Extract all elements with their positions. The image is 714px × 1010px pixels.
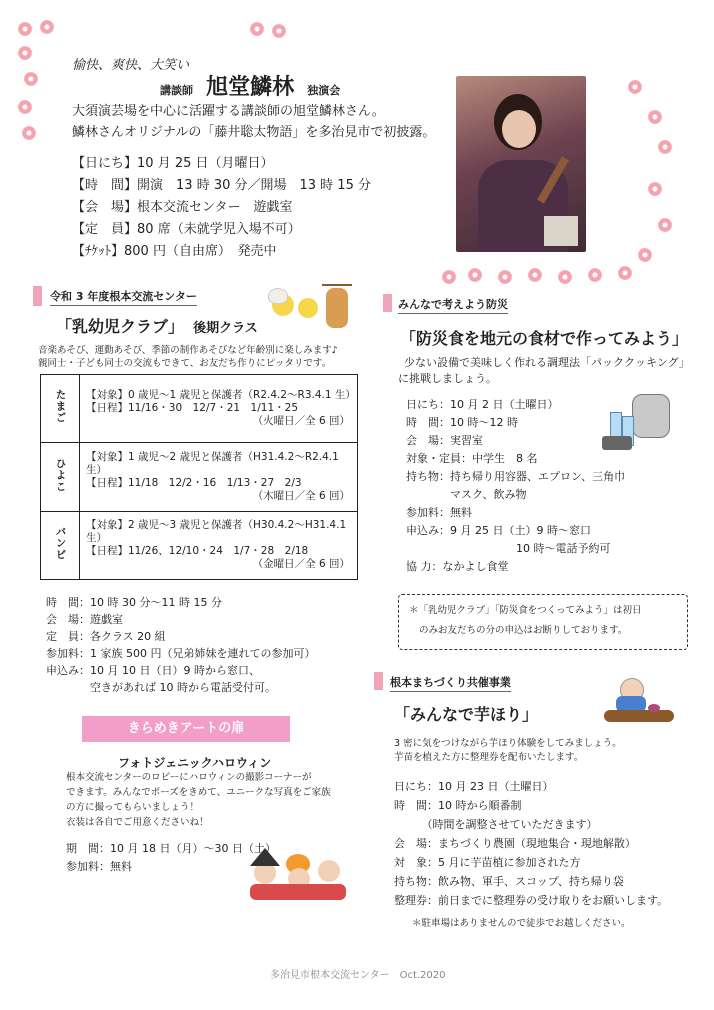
performer-photo: [456, 76, 586, 252]
tagline: 愉快、爽快、大笑い: [72, 58, 190, 73]
class-schedule: 【日程】11/18 12/2・16 1/13・27 2/3: [86, 476, 302, 489]
class-name: たまご: [54, 389, 67, 424]
table-row: [41, 443, 358, 511]
disaster-title: 「防災食を地元の食材で作ってみよう」: [400, 329, 689, 348]
art-title: フォトジェニックハロウィン: [118, 756, 272, 770]
club-desc-1: 音楽あそび、運動あそび、季節の制作あそびなど年齢別に楽しみます♪: [38, 345, 338, 356]
info-line: 対 象：5 月に芋苗植に参加された方: [394, 856, 581, 869]
detail-row: 【時 間】開演 13 時 30 分／開場 13 時 15 分: [72, 178, 371, 193]
info-line: 整理券：前日までに整理券の受け取りをお願いします。: [394, 894, 669, 907]
club-desc-2: 親同士・子ども同士の交流もできて、お友だち作りにピッタリです。: [38, 358, 332, 369]
notice-box: [398, 594, 688, 650]
detail-row: 【会 場】根本交流センター 遊戯室: [72, 200, 293, 215]
info-line: 日にち：10 月 23 日（土曜日）: [394, 780, 554, 793]
class-note: （木曜日／全 6 回）: [252, 489, 350, 502]
art-fee: 参加料：無料: [66, 860, 132, 873]
notice-line-2: のみお友だちの分の申込はお断りしております。: [419, 625, 628, 636]
info-line: 持ち物：持ち帰り用容器、エプロン、三角巾: [406, 470, 626, 483]
info-line: 申込み：10 月 10 日（日）9 時から窓口、: [46, 664, 260, 677]
info-line: 10 時～電話予約可: [406, 542, 611, 555]
info-line: マスク、飲み物: [406, 488, 527, 501]
potato-desc-2: 芋苗を植えた方に整理券を配布いたします。: [394, 752, 584, 763]
class-target: 【対象】1 歳児～2 歳児と保護者（H31.4.2～R2.4.1 生）: [86, 450, 339, 476]
halloween-kids-illustration: [250, 838, 350, 902]
info-line: 持ち物：飲み物、軍手、スコップ、持ち帰り袋: [394, 875, 624, 888]
club-info: [46, 596, 315, 698]
info-line: （時間を調整させていただきます）: [394, 818, 598, 831]
detail-row: 【定 員】80 席（未就学児入場不可）: [72, 222, 301, 237]
emergency-supplies-illustration: [602, 392, 672, 454]
chick-deer-illustration: [268, 284, 356, 330]
club-title: 「乳幼児クラブ」: [56, 317, 185, 336]
section-marker: [383, 294, 392, 312]
info-line: 会 場：実習室: [406, 434, 483, 447]
detail-row: 【ﾁｹｯﾄ】800 円（自由席） 発売中: [72, 244, 277, 259]
info-line: 参加料：1 家族 500 円（兄弟姉妹を連れての参加可）: [46, 647, 316, 660]
art-line: できます。みんなでポーズをきめて、ユニークな写真をご家族: [66, 787, 331, 798]
potato-digging-illustration: [604, 676, 676, 724]
info-line: 参加料：無料: [406, 506, 472, 519]
section-marker: [374, 672, 383, 690]
info-line: 時 間：10 時 30 分～11 時 15 分: [46, 596, 222, 609]
class-name: ひよこ: [54, 457, 67, 493]
section-marker: [33, 286, 42, 306]
club-tag: 令和 3 年度根本交流センター: [50, 288, 197, 306]
class-target: 【対象】0 歳児～1 歳児と保護者（R2.4.2～R3.4.1 生）: [86, 389, 356, 402]
info-line: 申込み：9 月 25 日（土）9 時～窓口: [406, 524, 591, 537]
notice-line-1: ＊「乳幼児クラブ」「防災食をつくってみよう」は初日: [409, 605, 642, 616]
info-line: 会 場：まちづくり農園（現地集合・現地解散）: [394, 837, 636, 850]
info-line: 対象・定員：中学生 8 名: [406, 452, 538, 465]
info-line: 日にち：10 月 2 日（土曜日）: [406, 398, 559, 411]
info-line: 時 間：10 時から順番制: [394, 799, 522, 812]
potato-title: 「みんなで芋ほり」: [394, 705, 539, 724]
detail-row: 【日にち】10 月 25 日（月曜日）: [72, 156, 274, 171]
disaster-desc-2: に挑戦しましょう。: [398, 372, 497, 385]
potato-info: [394, 780, 668, 913]
info-line: 時 間：10 時～12 時: [406, 416, 518, 429]
art-line: 根本交流センターのロビーにハロウィンの撮影コーナーが: [66, 772, 312, 783]
table-row: [41, 511, 358, 579]
info-line: 定 員：各クラス 20 組: [46, 630, 166, 643]
club-subtitle: 後期クラス: [193, 321, 258, 336]
class-schedule: 【日程】11/26、12/10・24 1/7・28 2/18: [86, 545, 309, 558]
art-description: [66, 772, 331, 832]
disaster-desc-1: 少ない設備で美味しく作れる調理法「パッククッキング」: [404, 356, 690, 369]
class-table: [40, 374, 358, 580]
class-schedule: 【日程】11/16・30 12/7・21 1/11・25: [86, 402, 298, 415]
table-row: [41, 375, 358, 443]
intro-line-1: 大須演芸場を中心に活躍する講談師の旭堂鱗林さん。: [72, 104, 385, 119]
class-target: 【対象】2 歳児～3 歳児と保護者（H30.4.2～H31.4.1 生）: [86, 519, 347, 545]
art-banner: きらめきアートの扉: [82, 716, 290, 742]
potato-tag: 根本まちづくり共催事業: [390, 674, 511, 692]
class-name: バンビ: [54, 526, 67, 561]
disaster-tag: みんなで考えよう防災: [398, 296, 508, 314]
info-line: 空きがあれば 10 時から電話受付可。: [46, 681, 276, 694]
event-title: [160, 70, 340, 101]
info-line: 会 場：遊戯室: [46, 613, 123, 626]
art-period: 期 間：10 月 18 日（月）～30 日（土）: [66, 842, 276, 855]
performer-title: 講談師: [160, 84, 193, 97]
class-note: （金曜日／全 6 回）: [252, 558, 350, 571]
class-note: （火曜日／全 6 回）: [252, 415, 350, 428]
potato-desc-1: 3 密に気をつけながら芋ほり体験をしてみましょう。: [394, 738, 622, 749]
art-line: 衣装は各自でご用意くださいね！: [66, 817, 209, 828]
club-heading: [56, 314, 258, 337]
art-line: の方に撮ってもらいましょう！: [66, 802, 200, 813]
disaster-info: [406, 398, 625, 578]
event-details: [72, 156, 371, 266]
parking-note: ＊駐車場はありませんので徒歩でお越しください。: [412, 918, 631, 929]
info-line: 協 力：なかよし食堂: [406, 560, 509, 573]
footer: 多治見市根本交流センター Oct.2020: [270, 970, 446, 981]
performer-name: 旭堂鱗林: [206, 74, 295, 100]
intro-line-2: 鱗林さんオリジナルの「藤井聡太物語」を多治見市で初披露。: [72, 125, 436, 140]
event-kind: 独演会: [307, 84, 341, 97]
